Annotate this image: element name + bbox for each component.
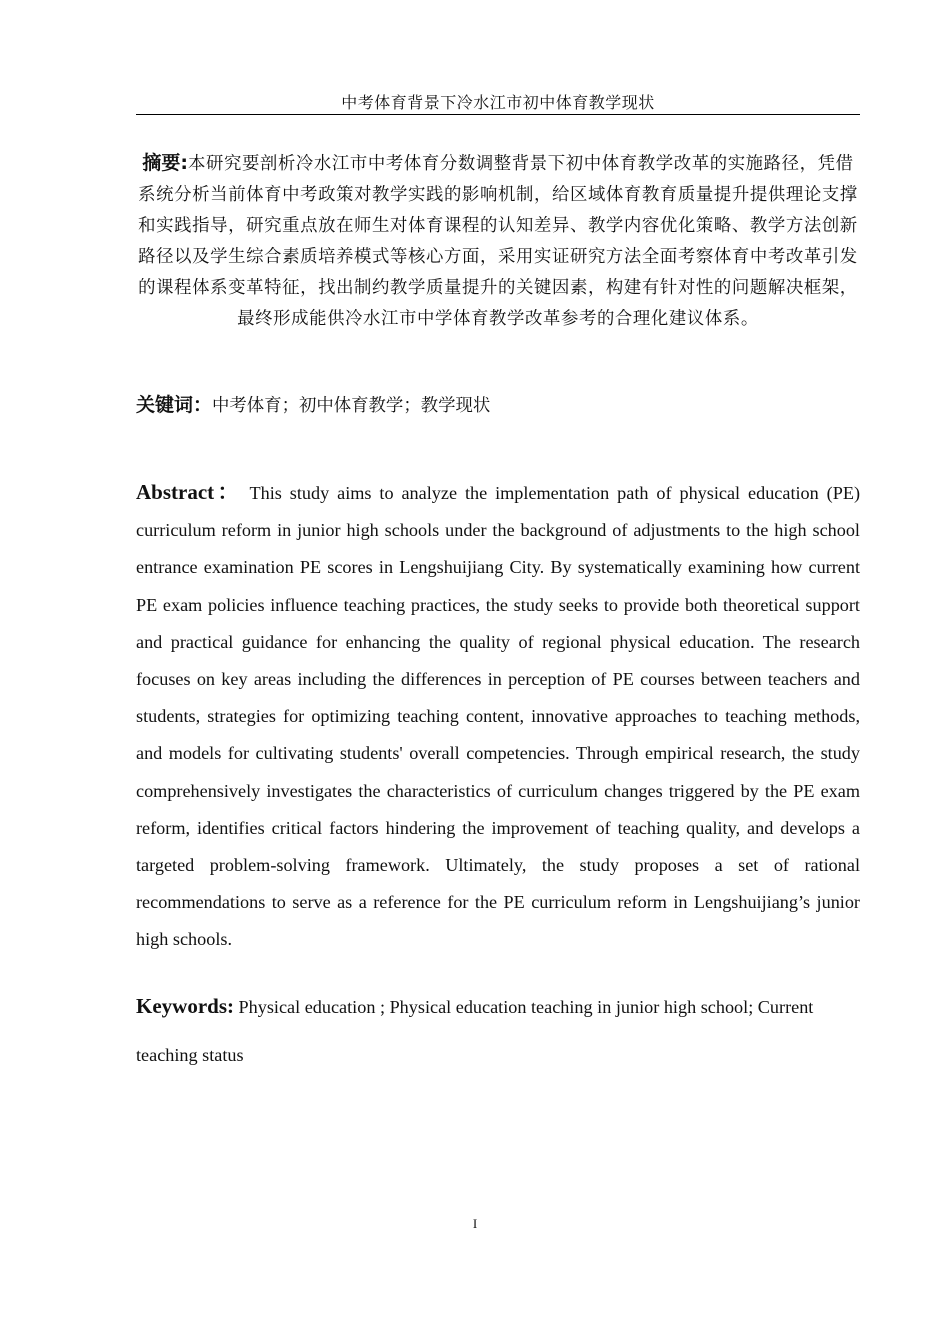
english-abstract-body: This study aims to analyze the implementation path of physical education (PE) curriculum reform in junior high schools under the background of adjustments to the high school entrance examination PE scores in Lengshuijiang City. By systematically examining how current PE exam policies influence teaching practices, the study seeks to provide both theoretical support and practical guidance for enhancing the quality of regional physical education. The research focuses on key areas including the differences in perception of PE courses between teachers and students, strategies for optimizing teaching content, innovative approaches to teaching methods, and models for cultivating students' overall competencies. Through empirical research, the study comprehensively investigates the characteristics of curriculum changes triggered by the PE exam reform, identifies critical factors hindering the improvement of teaching quality, and develops a targeted problem-solving framework. Ultimately, the study proposes a set of rational recommendations to serve as a reference for the PE curriculum reform in Lengshuijiang’s junior high schools.	[136, 483, 861, 950]
chinese-abstract	[136, 148, 860, 335]
chinese-abstract-label: 摘要:	[142, 152, 188, 174]
english-abstract-label: Abstract：	[136, 480, 242, 504]
english-keywords	[136, 982, 860, 1079]
english-abstract	[136, 474, 860, 959]
english-keywords-label: Keywords:	[136, 994, 234, 1018]
english-keywords-body: Physical education ; Physical education teaching in junior high school; Current teaching status	[136, 997, 814, 1065]
chinese-abstract-body: 本研究要剖析冷水江市中考体育分数调整背景下初中体育教学改革的实施路径，凭借系统分析当前体育中考政策对教学实践的影响机制，给区域体育教育质量提升提供理论支撑和实践指导，研究重点放在师生对体育课程的认知差异、教学内容优化策略、教学方法创新路径以及学生综合素质培养模式等核心方面，采用实证研究方法全面考察体育中考改革引发的课程体系变革特征，找出制约教学质量提升的关键因素，构建有针对性的问题解决框架，最终形成能供冷水江市中学体育教学改革参考的合理化建议体系。	[138, 154, 858, 329]
running-header: 中考体育背景下冷水江市初中体育教学现状	[136, 92, 860, 115]
chinese-keywords-body: 中考体育；初中体育教学；教学现状	[212, 396, 491, 416]
chinese-keywords-label: 关键词：	[136, 394, 213, 416]
chinese-keywords	[136, 392, 860, 419]
page-number: I	[472, 1216, 478, 1231]
